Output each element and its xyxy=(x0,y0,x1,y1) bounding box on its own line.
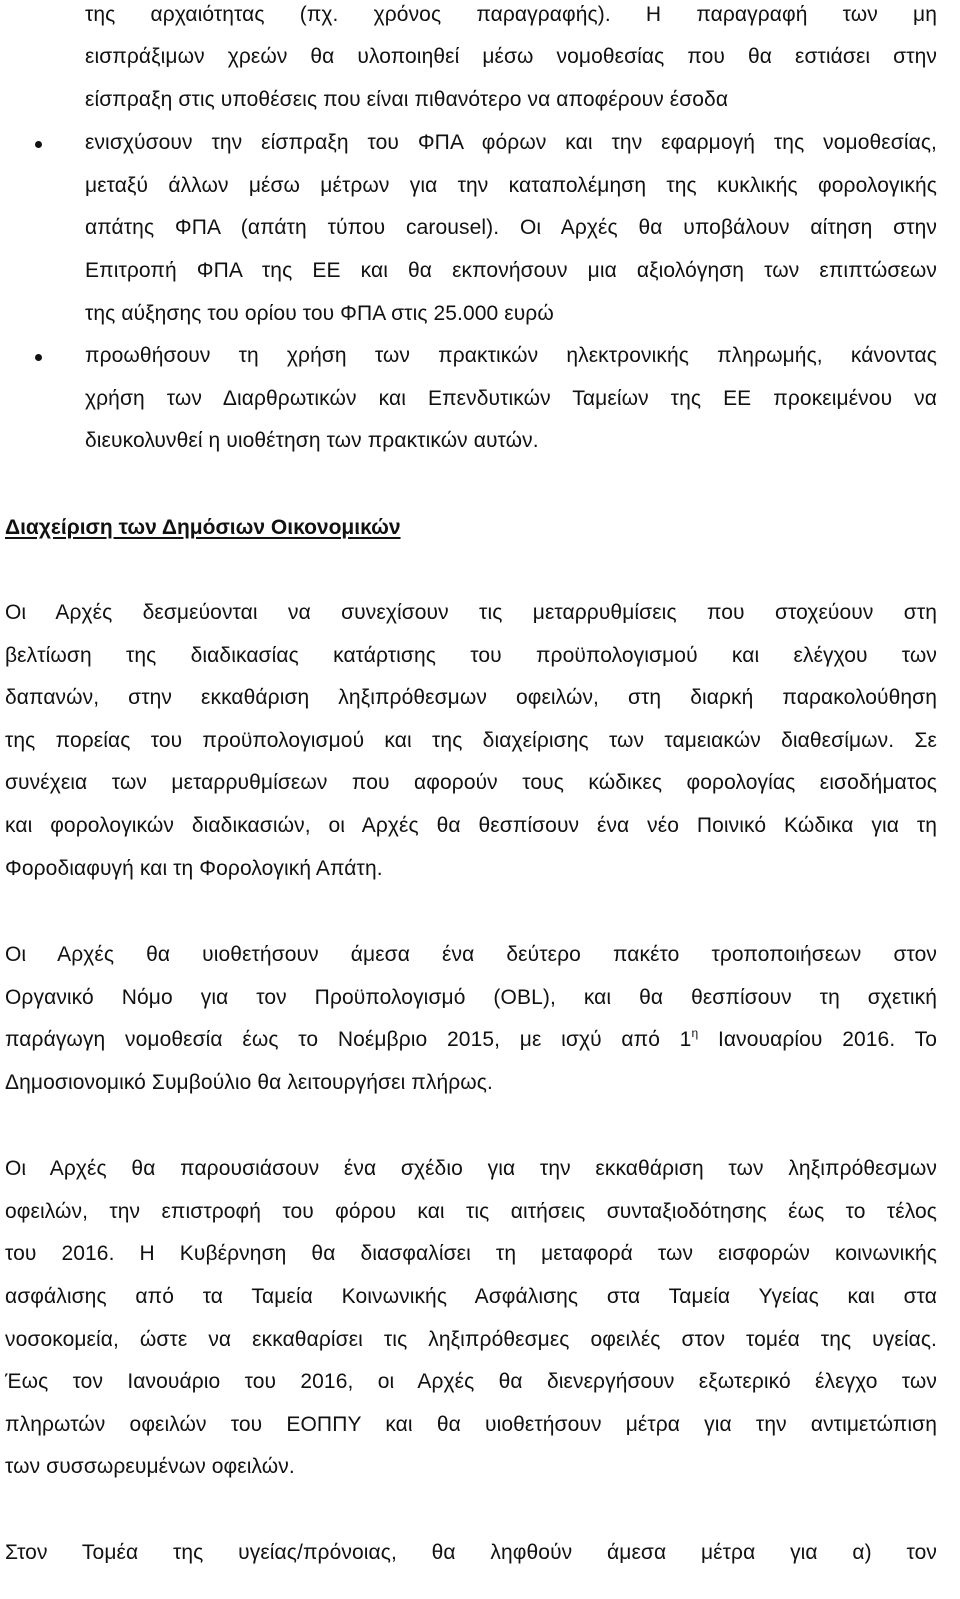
paragraph-line: Φοροδιαφυγή και τη Φορολογική Απάτη. xyxy=(5,857,383,880)
paragraph-line: του 2016. Η Κυβέρνηση θα διασφαλίσει τη μεταφορά των εισφορών κοινωνικής xyxy=(5,1242,937,1265)
bullet-text-line: είσπραξη στις υποθέσεις που είναι πιθανότερο να αποφέρουν έσοδα xyxy=(85,88,729,111)
bullet-icon xyxy=(35,141,42,148)
paragraph-line: βελτίωση της διαδικασίας κατάρτισης του προϋπολογισμού και ελέγχου των xyxy=(5,644,937,667)
paragraph-line: ασφάλισης από τα Ταμεία Κοινωνικής Ασφάλισης στα Ταμεία Υγείας και στα xyxy=(5,1285,937,1308)
bullet-icon xyxy=(35,354,42,361)
bullet-text-line: ενισχύσουν την είσπραξη του ΦΠΑ φόρων και την εφαρμογή της νομοθεσίας, xyxy=(85,131,937,154)
paragraph-line: Στον Τομέα της υγείας/πρόνοιας, θα ληφθούν άμεσα μέτρα για α) τον xyxy=(5,1541,937,1564)
paragraph-line: πληρωτών οφειλών του ΕΟΠΠΥ και θα υιοθετήσουν μέτρα για την αντιμετώπιση xyxy=(5,1413,937,1436)
paragraph-line: Οι Αρχές θα παρουσιάσουν ένα σχέδιο για την εκκαθάριση των ληξιπρόθεσμων xyxy=(5,1157,937,1180)
bullet-text-line: χρήση των Διαρθρωτικών και Επενδυτικών Ταμείων της ΕΕ προκειμένου να xyxy=(85,387,937,410)
paragraph-line: οφειλών, την επιστροφή του φόρου και τις αιτήσεις συνταξιοδότησης έως το τέλος xyxy=(5,1200,937,1223)
paragraph-text: παράγωγη νομοθεσία έως το Νοέμβριο 2015, με ισχύ από 1 xyxy=(5,1028,692,1051)
paragraph-line: και φορολογικών διαδικασιών, οι Αρχές θα θεσπίσουν ένα νέο Ποινικό Κώδικα για τη xyxy=(5,814,937,837)
bullet-text-line: της αρχαιότητας (πχ. χρόνος παραγραφής). Η παραγραφή των μη xyxy=(85,3,937,26)
paragraph-line: νοσοκομεία, ώστε να εκκαθαρίσει τις ληξιπρόθεσμες οφειλές στον τομέα της υγείας. xyxy=(5,1328,937,1351)
paragraph-line: Οργανικό Νόμο για τον Προϋπολογισμό (OBL), και θα θεσπίσουν τη σχετική xyxy=(5,986,937,1009)
paragraph-line: της πορείας του προϋπολογισμού και της διαχείρισης των ταμειακών διαθεσίμων. Σε xyxy=(5,729,937,752)
bullet-text-line: απάτης ΦΠΑ (απάτη τύπου carousel). Οι Αρχές θα υποβάλουν αίτηση στην xyxy=(85,216,937,239)
paragraph-line: Έως τον Ιανουάριο του 2016, οι Αρχές θα διενεργήσουν εξωτερικό έλεγχο των xyxy=(5,1370,937,1393)
section-heading: Διαχείριση των Δημόσιων Οικονομικών xyxy=(5,516,401,539)
bullet-text-line: Επιτροπή ΦΠΑ της ΕΕ και θα εκπονήσουν μια αξιολόγηση των επιπτώσεων xyxy=(85,259,937,282)
bullet-text-line: μεταξύ άλλων μέσω μέτρων για την καταπολέμηση της κυκλικής φορολογικής xyxy=(85,174,937,197)
paragraph-line-with-superscript xyxy=(5,1025,937,1055)
bullet-text-line: της αύξησης του ορίου του ΦΠΑ στις 25.000 ευρώ xyxy=(85,302,554,325)
bullet-text-line: προωθήσουν τη χρήση των πρακτικών ηλεκτρονικής πληρωμής, κάνοντας xyxy=(85,344,937,367)
ordinal-superscript: η xyxy=(691,1026,699,1040)
paragraph-text: Ιανουαρίου 2016. Το xyxy=(698,1028,937,1051)
paragraph-line: Δημοσιονομικό Συμβούλιο θα λειτουργήσει πλήρως. xyxy=(5,1071,493,1094)
paragraph-line: δαπανών, στην εκκαθάριση ληξιπρόθεσμων οφειλών, στη διαρκή παρακολούθηση xyxy=(5,686,937,709)
paragraph-line: συνέχεια των μεταρρυθμίσεων που αφορούν τους κώδικες φορολογίας εισοδήματος xyxy=(5,771,937,794)
bullet-text-line: διευκολυνθεί η υιοθέτηση των πρακτικών αυτών. xyxy=(85,429,539,452)
paragraph-line: Οι Αρχές δεσμεύονται να συνεχίσουν τις μεταρρυθμίσεις που στοχεύουν στη xyxy=(5,601,937,624)
bullet-text-line: εισπράξιμων χρεών θα υλοποιηθεί μέσω νομοθεσίας που θα εστιάσει στην xyxy=(85,45,937,68)
paragraph-line: των συσσωρευμένων οφειλών. xyxy=(5,1455,295,1478)
paragraph-line: Οι Αρχές θα υιοθετήσουν άμεσα ένα δεύτερο πακέτο τροποποιήσεων στον xyxy=(5,943,937,966)
